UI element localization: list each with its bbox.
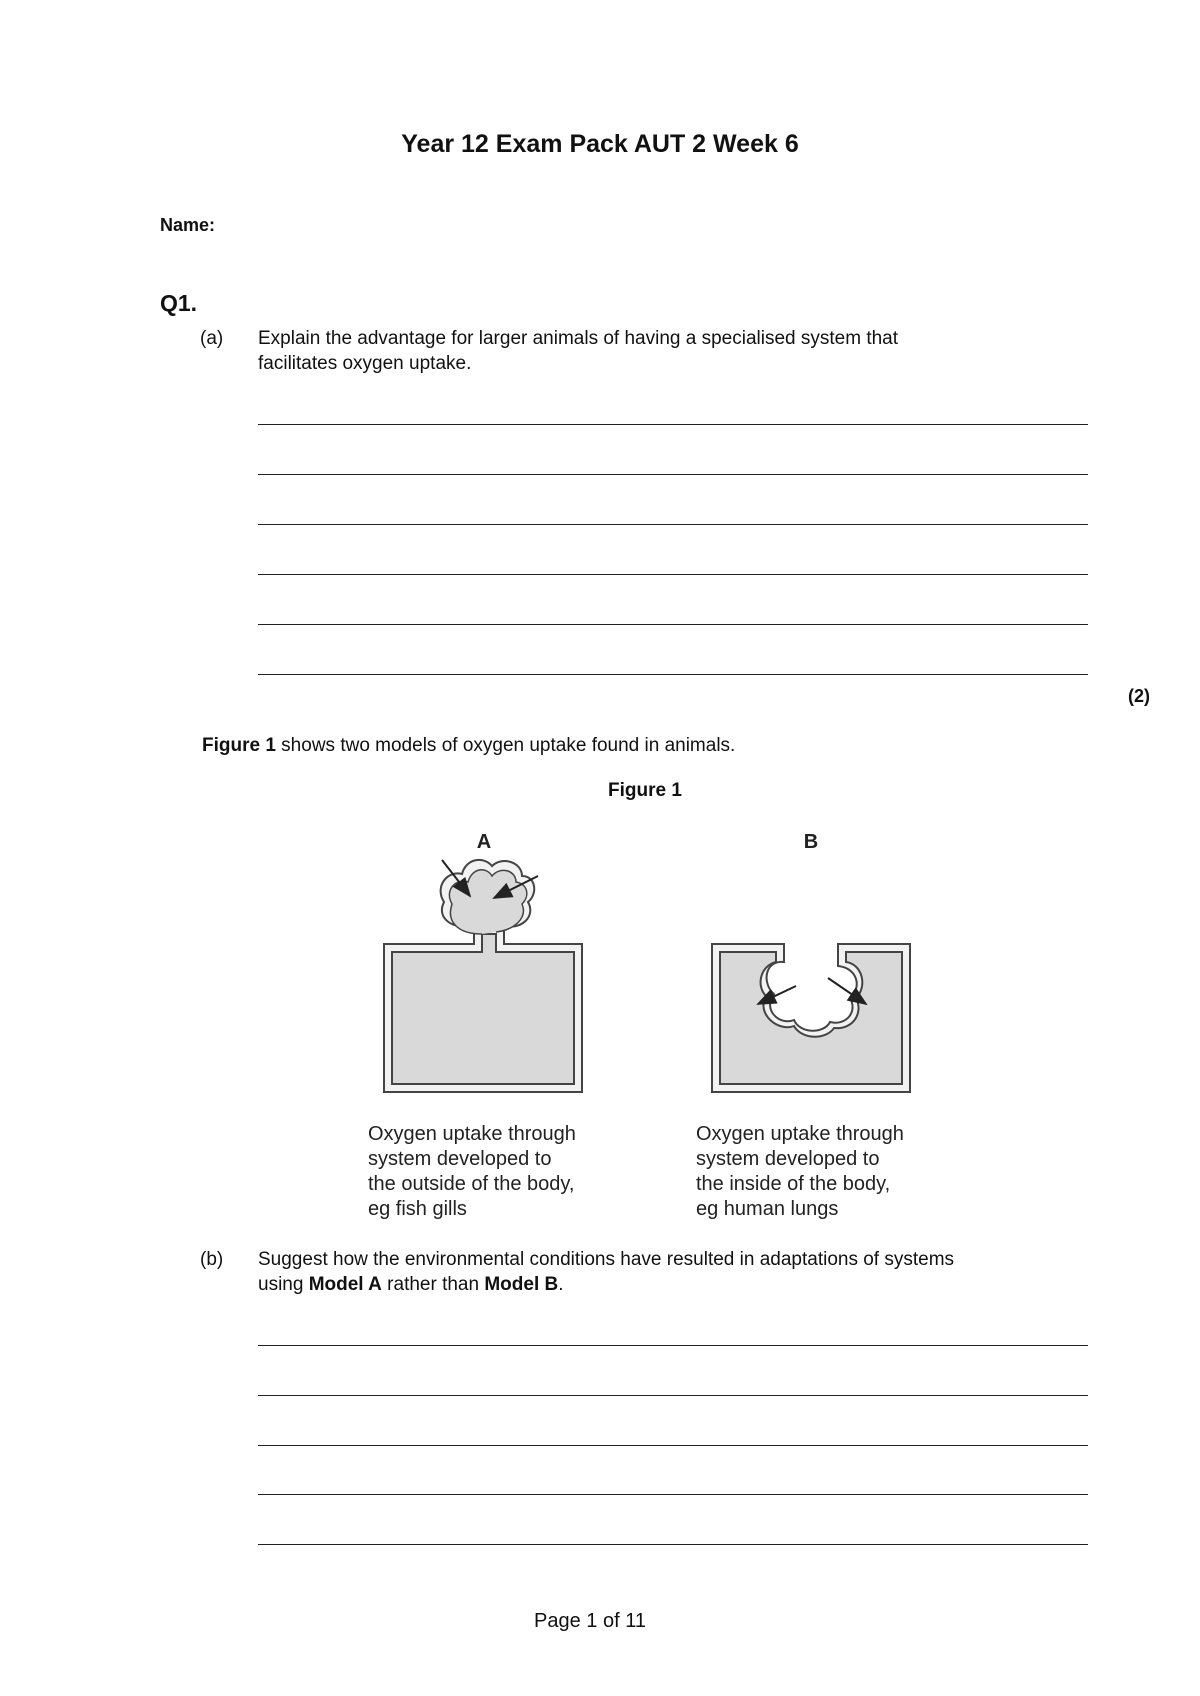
- caption-b-line3: the inside of the body,: [696, 1173, 891, 1195]
- model-b-bold: Model B: [484, 1274, 559, 1295]
- model-b-diagram: [712, 944, 910, 1092]
- answer-line-b3[interactable]: [258, 1445, 1088, 1446]
- part-b-line2-pre: using: [258, 1274, 309, 1295]
- part-b-line2-end: .: [558, 1274, 564, 1295]
- part-b-label: (b): [200, 1249, 224, 1270]
- marks-a: (2): [1128, 686, 1150, 706]
- part-a-text-line2: facilitates oxygen uptake.: [258, 353, 472, 374]
- page-footer: Page 1 of 11: [534, 1610, 646, 1632]
- part-b-text-line1: Suggest how the environmental conditions have resulted in adaptations of systems: [258, 1249, 955, 1270]
- answer-line-b1[interactable]: [258, 1345, 1088, 1346]
- part-a-label: (a): [200, 328, 224, 349]
- part-b-line2-mid: rather than: [381, 1274, 485, 1295]
- answer-line-b2[interactable]: [258, 1395, 1088, 1396]
- model-a-bold: Model A: [308, 1274, 382, 1295]
- figure-intro-rest: shows two models of oxygen uptake found in animals.: [275, 735, 736, 756]
- caption-b-line4: eg human lungs: [696, 1198, 839, 1220]
- caption-a-line2: system developed to: [368, 1148, 552, 1170]
- label-b: B: [803, 831, 819, 853]
- question-number: Q1.: [160, 290, 198, 316]
- answer-line-b5[interactable]: [258, 1544, 1088, 1545]
- model-a-diagram: [384, 860, 582, 1092]
- caption-a-line3: the outside of the body,: [368, 1173, 575, 1195]
- caption-b-line1: Oxygen uptake through: [696, 1123, 904, 1145]
- figure-title: Figure 1: [608, 780, 682, 801]
- caption-b-line2: system developed to: [696, 1148, 880, 1170]
- caption-a-line1: Oxygen uptake through: [368, 1123, 576, 1145]
- part-a-text-line1: Explain the advantage for larger animals of having a specialised system that: [258, 328, 899, 349]
- label-a: A: [476, 831, 492, 853]
- page-title: Year 12 Exam Pack AUT 2 Week 6: [401, 130, 799, 158]
- part-b-text-line2: [258, 1272, 564, 1297]
- answer-line-b4[interactable]: [258, 1494, 1088, 1495]
- caption-a-line4: eg fish gills: [368, 1198, 467, 1220]
- figure-intro-bold: Figure 1: [202, 735, 276, 756]
- name-label: Name:: [160, 215, 216, 235]
- caption-b: [696, 1122, 904, 1222]
- caption-a: [368, 1122, 576, 1222]
